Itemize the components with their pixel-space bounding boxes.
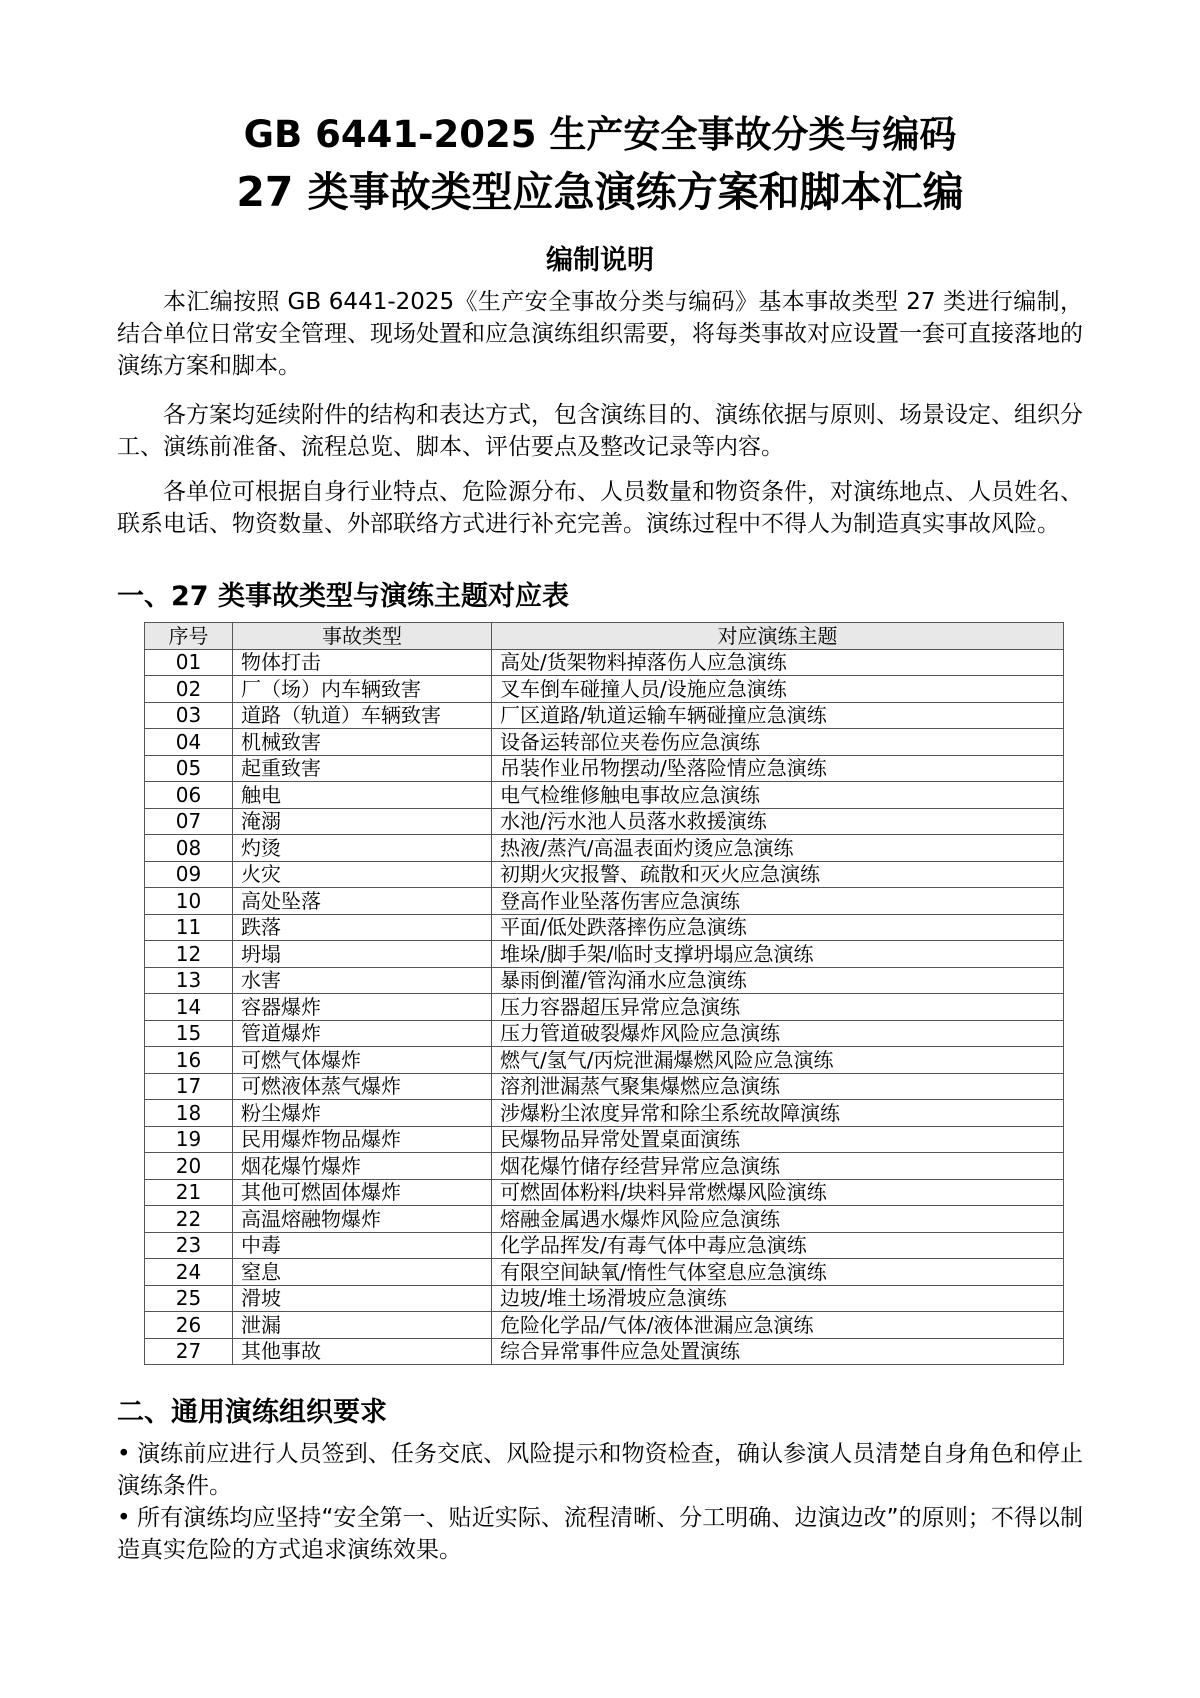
list-item: [117, 1502, 1083, 1566]
table-row: [145, 861, 1064, 888]
cell-drill-theme: 可燃固体粉料/块料异常燃爆风险演练: [492, 1179, 1064, 1206]
cell-number: 26: [145, 1312, 233, 1339]
intro-paragraph: 本汇编按照 GB 6441-2025《生产安全事故分类与编码》基本事故类型 27 类进行编制，结合单位日常安全管理、现场处置和应急演练组织需要，将每类事故对应设置一套可直接落地的演练方案和脚本。: [117, 289, 1083, 379]
cell-drill-theme: 危险化学品/气体/液体泄漏应急演练: [492, 1312, 1064, 1339]
cell-accident-type: 高温熔融物爆炸: [233, 1206, 492, 1233]
cell-number: 19: [145, 1126, 233, 1153]
table-row: [145, 1338, 1064, 1365]
column-header-drill-theme: 对应演练主题: [492, 623, 1064, 650]
cell-accident-type: 可燃气体爆炸: [233, 1047, 492, 1074]
table-row: [145, 1047, 1064, 1074]
cell-accident-type: 物体打击: [233, 649, 492, 676]
cell-number: 18: [145, 1100, 233, 1127]
cell-accident-type: 可燃液体蒸气爆炸: [233, 1073, 492, 1100]
table-row: [145, 1312, 1064, 1339]
table-row: [145, 702, 1064, 729]
cell-drill-theme: 化学品挥发/有毒气体中毒应急演练: [492, 1232, 1064, 1259]
table-row: [145, 1259, 1064, 1286]
table-row: [145, 1073, 1064, 1100]
document-title-line2: 27 类事故类型应急演练方案和脚本汇编: [236, 168, 964, 216]
cell-accident-type: 淹溺: [233, 808, 492, 835]
table-row: [145, 808, 1064, 835]
cell-drill-theme: 熔融金属遇水爆炸风险应急演练: [492, 1206, 1064, 1233]
cell-drill-theme: 吊装作业吊物摆动/坠落险情应急演练: [492, 755, 1064, 782]
cell-drill-theme: 高处/货架物料掉落伤人应急演练: [492, 649, 1064, 676]
cell-drill-theme: 边坡/堆土场滑坡应急演练: [492, 1285, 1064, 1312]
list-item-text: 演练前应进行人员签到、任务交底、风险提示和物资检查，确认参演人员清楚自身角色和停止演练条件。: [117, 1441, 1083, 1499]
cell-accident-type: 烟花爆竹爆炸: [233, 1153, 492, 1180]
cell-drill-theme: 综合异常事件应急处置演练: [492, 1338, 1064, 1365]
table-row: [145, 1206, 1064, 1233]
cell-accident-type: 坍塌: [233, 941, 492, 968]
cell-drill-theme: 民爆物品异常处置桌面演练: [492, 1126, 1064, 1153]
table-row: [145, 1285, 1064, 1312]
bullet-icon: •: [117, 1441, 131, 1467]
table-body: [145, 649, 1064, 1365]
cell-accident-type: 容器爆炸: [233, 994, 492, 1021]
cell-drill-theme: 平面/低处跌落摔伤应急演练: [492, 914, 1064, 941]
list-item: [117, 1438, 1083, 1502]
table-row: [145, 1179, 1064, 1206]
cell-accident-type: 窒息: [233, 1259, 492, 1286]
cell-number: 17: [145, 1073, 233, 1100]
table-row: [145, 729, 1064, 756]
cell-accident-type: 灼烫: [233, 835, 492, 862]
cell-number: 25: [145, 1285, 233, 1312]
table-row: [145, 1126, 1064, 1153]
cell-number: 21: [145, 1179, 233, 1206]
cell-number: 03: [145, 702, 233, 729]
cell-drill-theme: 燃气/氢气/丙烷泄漏爆燃风险应急演练: [492, 1047, 1064, 1074]
cell-number: 06: [145, 782, 233, 809]
section-subtitle: 编制说明: [546, 245, 654, 276]
cell-number: 05: [145, 755, 233, 782]
cell-drill-theme: 有限空间缺氧/惰性气体窒息应急演练: [492, 1259, 1064, 1286]
cell-number: 13: [145, 967, 233, 994]
cell-drill-theme: 压力容器超压异常应急演练: [492, 994, 1064, 1021]
cell-accident-type: 起重致害: [233, 755, 492, 782]
cell-number: 11: [145, 914, 233, 941]
cell-accident-type: 泄漏: [233, 1312, 492, 1339]
cell-number: 14: [145, 994, 233, 1021]
cell-drill-theme: 厂区道路/轨道运输车辆碰撞应急演练: [492, 702, 1064, 729]
cell-number: 07: [145, 808, 233, 835]
table-row: [145, 888, 1064, 915]
intro-paragraph: 各方案均延续附件的结构和表达方式，包含演练目的、演练依据与原则、场景设定、组织分工、演练前准备、流程总览、脚本、评估要点及整改记录等内容。: [117, 402, 1083, 460]
table-row: [145, 835, 1064, 862]
cell-drill-theme: 叉车倒车碰撞人员/设施应急演练: [492, 676, 1064, 703]
table-row: [145, 994, 1064, 1021]
table-row: [145, 676, 1064, 703]
section-heading-general-requirements: 二、通用演练组织要求: [117, 1397, 387, 1428]
section-heading-mapping-table: 一、27 类事故类型与演练主题对应表: [117, 581, 569, 612]
cell-drill-theme: 初期火灾报警、疏散和灭火应急演练: [492, 861, 1064, 888]
cell-drill-theme: 压力管道破裂爆炸风险应急演练: [492, 1020, 1064, 1047]
cell-number: 20: [145, 1153, 233, 1180]
table-row: [145, 755, 1064, 782]
cell-accident-type: 高处坠落: [233, 888, 492, 915]
cell-accident-type: 其他事故: [233, 1338, 492, 1365]
intro-paragraph: 各单位可根据自身行业特点、危险源分布、人员数量和物资条件，对演练地点、人员姓名、联系电话、物资数量、外部联络方式进行补充完善。演练过程中不得人为制造真实事故风险。: [117, 479, 1083, 537]
table-row: [145, 1100, 1064, 1127]
cell-drill-theme: 涉爆粉尘浓度异常和除尘系统故障演练: [492, 1100, 1064, 1127]
cell-drill-theme: 烟花爆竹储存经营异常应急演练: [492, 1153, 1064, 1180]
table-header-row: [145, 623, 1064, 650]
cell-accident-type: 其他可燃固体爆炸: [233, 1179, 492, 1206]
cell-number: 09: [145, 861, 233, 888]
table-row: [145, 1153, 1064, 1180]
table-row: [145, 1232, 1064, 1259]
table-row: [145, 941, 1064, 968]
table-row: [145, 782, 1064, 809]
cell-number: 23: [145, 1232, 233, 1259]
cell-drill-theme: 堆垛/脚手架/临时支撑坍塌应急演练: [492, 941, 1064, 968]
cell-accident-type: 道路（轨道）车辆致害: [233, 702, 492, 729]
table-row: [145, 1020, 1064, 1047]
cell-number: 08: [145, 835, 233, 862]
cell-accident-type: 水害: [233, 967, 492, 994]
cell-drill-theme: 电气检维修触电事故应急演练: [492, 782, 1064, 809]
table-row: [145, 967, 1064, 994]
cell-number: 16: [145, 1047, 233, 1074]
cell-accident-type: 机械致害: [233, 729, 492, 756]
cell-number: 12: [145, 941, 233, 968]
cell-number: 22: [145, 1206, 233, 1233]
cell-drill-theme: 溶剂泄漏蒸气聚集爆燃应急演练: [492, 1073, 1064, 1100]
cell-number: 04: [145, 729, 233, 756]
cell-number: 24: [145, 1259, 233, 1286]
document-title-line1: GB 6441-2025 生产安全事故分类与编码: [243, 113, 957, 156]
cell-drill-theme: 热液/蒸汽/高温表面灼烫应急演练: [492, 835, 1064, 862]
cell-drill-theme: 登高作业坠落伤害应急演练: [492, 888, 1064, 915]
cell-number: 27: [145, 1338, 233, 1365]
cell-number: 01: [145, 649, 233, 676]
cell-number: 15: [145, 1020, 233, 1047]
table-row: [145, 914, 1064, 941]
cell-accident-type: 跌落: [233, 914, 492, 941]
cell-accident-type: 滑坡: [233, 1285, 492, 1312]
list-item-text: 所有演练均应坚持“安全第一、贴近实际、流程清晰、分工明确、边演边改”的原则；不得以制造真实危险的方式追求演练效果。: [117, 1505, 1083, 1563]
cell-drill-theme: 设备运转部位夹卷伤应急演练: [492, 729, 1064, 756]
requirements-list: [117, 1438, 1083, 1566]
accident-type-mapping-table: [144, 622, 1064, 1365]
cell-accident-type: 厂（场）内车辆致害: [233, 676, 492, 703]
cell-accident-type: 触电: [233, 782, 492, 809]
bullet-icon: •: [117, 1505, 131, 1531]
cell-accident-type: 民用爆炸物品爆炸: [233, 1126, 492, 1153]
cell-drill-theme: 暴雨倒灌/管沟涌水应急演练: [492, 967, 1064, 994]
cell-number: 02: [145, 676, 233, 703]
cell-accident-type: 粉尘爆炸: [233, 1100, 492, 1127]
cell-accident-type: 中毒: [233, 1232, 492, 1259]
cell-accident-type: 火灾: [233, 861, 492, 888]
column-header-number: 序号: [145, 623, 233, 650]
cell-accident-type: 管道爆炸: [233, 1020, 492, 1047]
column-header-accident-type: 事故类型: [233, 623, 492, 650]
table-row: [145, 649, 1064, 676]
cell-number: 10: [145, 888, 233, 915]
cell-drill-theme: 水池/污水池人员落水救援演练: [492, 808, 1064, 835]
